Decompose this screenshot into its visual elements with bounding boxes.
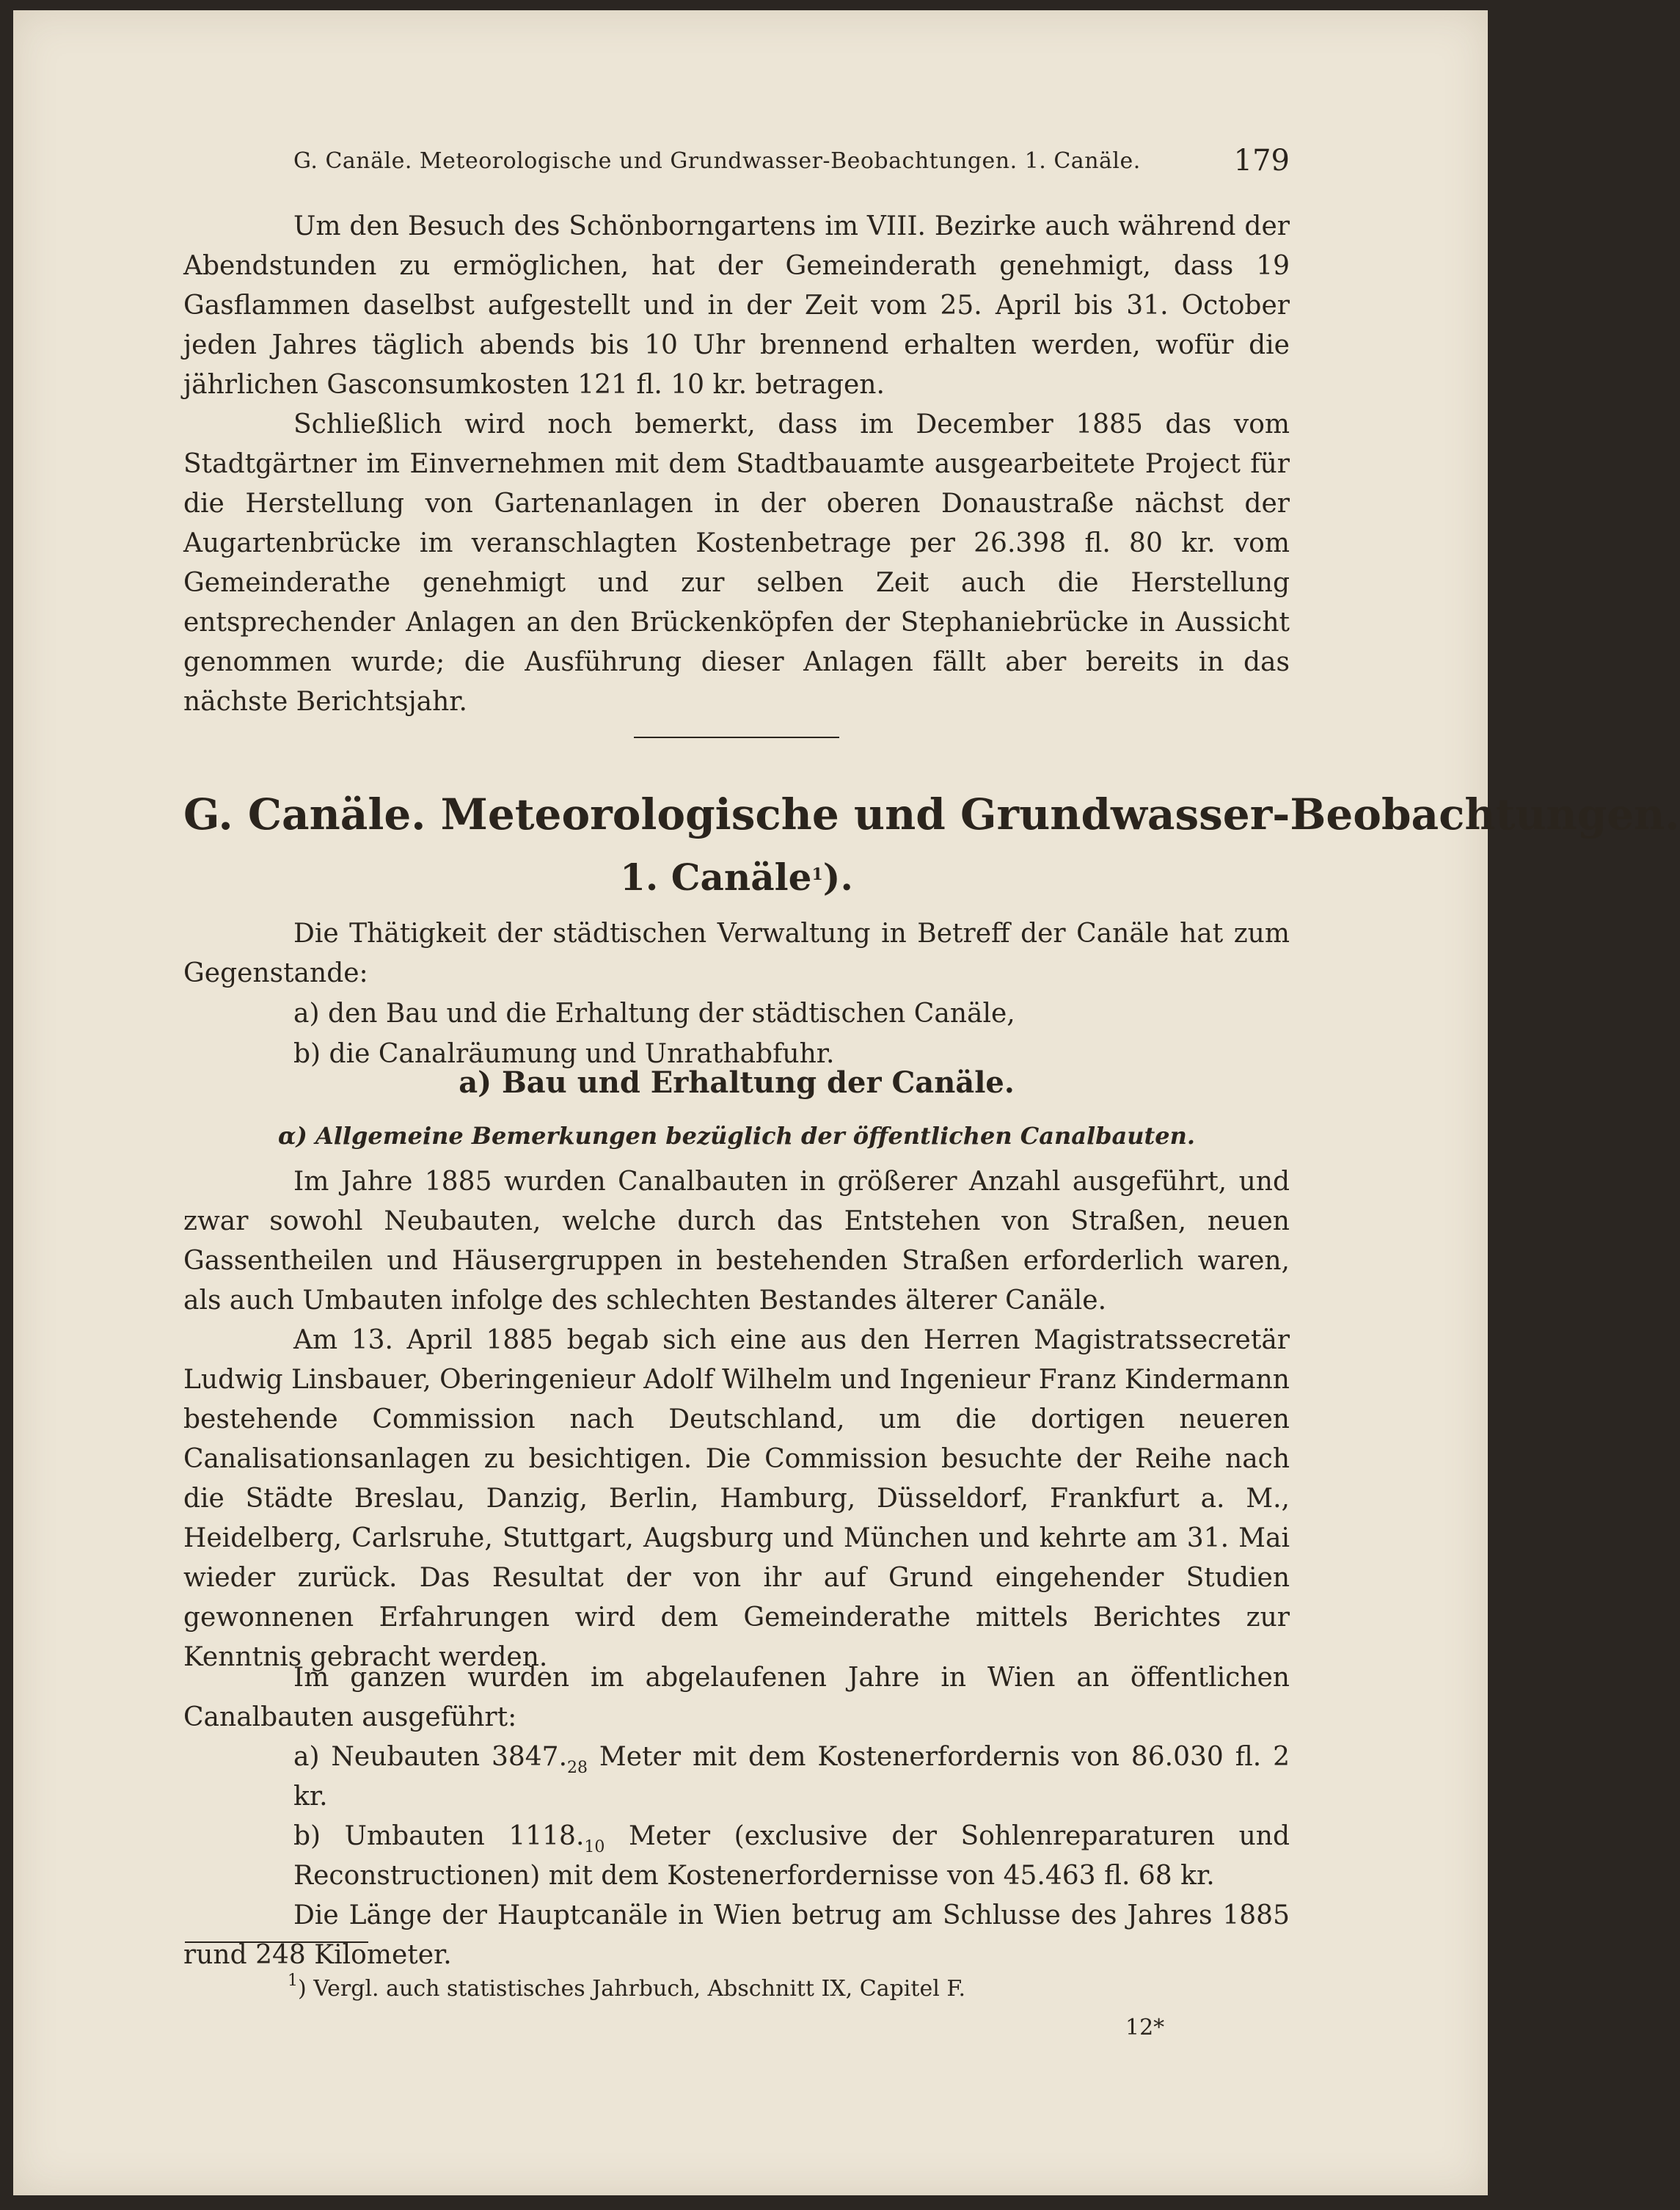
item-umbauten: b) Umbauten $1118._{10}$ Meter (exclusive der Sohlenreparaturen und Reconstructionen) mit dem Kostenerfordernisse von 45.463 fl. 68 kr. <box>293 1821 1290 1891</box>
signature-mark: 12* <box>1125 2015 1165 2041</box>
footnote-rule <box>185 1941 368 1943</box>
paragraph-donaustrasse: Schließlich wird noch bemerkt, dass im December 1885 das vom Stadtgärtner im Einvernehmen mit dem Stadtbauamte ausgearbeitete Project für die Herstellung von Gartenanlagen in der oberen Donaustraße nächst der Augartenbrücke im veranschlagten Kostenbetrage per 26.398 fl. 80 kr. vom Gemeinderathe genehmigt und zur selben Zeit auch die Herstellung entsprechender Anlagen an den Brückenköpfen der Stephaniebrücke in Aussicht genommen wurde; die Ausführung dieser Anlagen fällt aber bereits in das nächste Berichtsjahr. <box>183 409 1290 717</box>
item-neubauten: a) Neubauten $3847._{28}$ Meter mit dem Kostenerfordernis von 86.030 fl. 2 kr. <box>293 1742 1290 1812</box>
paragraph-im-ganzen: Im ganzen wurden im abgelaufenen Jahre in Wien an öffentlichen Canalbauten ausgeführt: <box>183 1663 1290 1732</box>
intro-block <box>183 914 1290 1074</box>
top-text-block <box>183 207 1290 722</box>
paragraph-hauptcanaele: Die Länge der Hauptcanäle in Wien betrug am Schlusse des Jahres 1885 rund 248 Kilometer. <box>183 1900 1290 1970</box>
paragraph-schoenborngarten: Um den Besuch des Schönborngartens im VIII. Bezirke auch während der Abendstunden zu ermöglichen, hat der Gemeinderath genehmigt, dass 19 Gasflammen daselbst aufgestellt und in der Zeit vom 25. April bis 31. October jeden Jahres täglich abends bis 10 Uhr brennend erhalten werden, wofür die jährlichen Gasconsumkosten 121 fl. 10 kr. betragen. <box>183 211 1290 400</box>
footnote-ref: 1 <box>811 865 823 884</box>
canalbauten-block <box>183 1162 1290 1677</box>
heading-allgemeine-bemerkungen: α) Allgemeine Bemerkungen bezüglich der öffentlichen Canalbauten. <box>277 1122 1196 1150</box>
footnote-marker: 1 <box>288 1972 298 1990</box>
running-head <box>285 139 1290 183</box>
list-item-b: b) die Canalräumung und Unrathabfuhr. <box>293 1039 835 1069</box>
paragraph-commission: Am 13. April 1885 begab sich eine aus den Herren Magistratssecretär Ludwig Linsbauer, Oberingenieur Adolf Wilhelm und Ingenieur Franz Kindermann bestehende Commission nach Deutschland, um die dortigen neueren Canalisationsanlagen zu besichtigen. Die Commission besuchte der Reihe nach die Städte Breslau, Danzig, Berlin, Hamburg, Düsseldorf, Frankfurt a. M., Heidelberg, Carlsruhe, Stuttgart, Augsburg und München und kehrte am 31. Mai wieder zurück. Das Resultat der von ihr auf Grund eingehender Studien gewonnenen Erfahrungen wird dem Gemeinderathe mittels Berichtes zur Kenntnis gebracht werden. <box>183 1325 1290 1672</box>
list-item-a: a) den Bau und die Erhaltung der städtischen Canäle, <box>293 999 1015 1029</box>
document-page <box>13 10 1680 2195</box>
page-number: 179 <box>1233 144 1290 178</box>
footnote <box>288 1971 1241 2007</box>
running-head-title: G. Canäle. Meteorologische und Grundwasser-Beobachtungen. 1. Canäle. <box>293 148 1141 174</box>
summary-block <box>183 1658 1290 1975</box>
footnote-text: ) Vergl. auch statistisches Jahrbuch, Abschnitt IX, Capitel F. <box>298 1976 966 2002</box>
heading-bau-erhaltung: a) Bau und Erhaltung der Canäle. <box>459 1065 1015 1100</box>
subsection-title: 1. Canäle$^1$). <box>620 856 853 899</box>
intro-paragraph: Die Thätigkeit der städtischen Verwaltung in Betreff der Canäle hat zum Gegenstande: <box>183 919 1290 988</box>
paragraph-canalbauten-1885: Im Jahre 1885 wurden Canalbauten in größerer Anzahl ausgeführt, und zwar sowohl Neubauten, welche durch das Entstehen von Straßen, neuen Gassentheilen und Häusergruppen in bestehenden Straßen erforderlich waren, als auch Umbauten infolge des schlechten Bestandes älterer Canäle. <box>183 1167 1290 1316</box>
section-separator <box>634 737 839 738</box>
subsection-title-text: 1. Canäle <box>620 856 812 899</box>
section-title: G. Canäle. Meteorologische und Grundwasser-Beobachtungen. <box>183 789 1680 839</box>
